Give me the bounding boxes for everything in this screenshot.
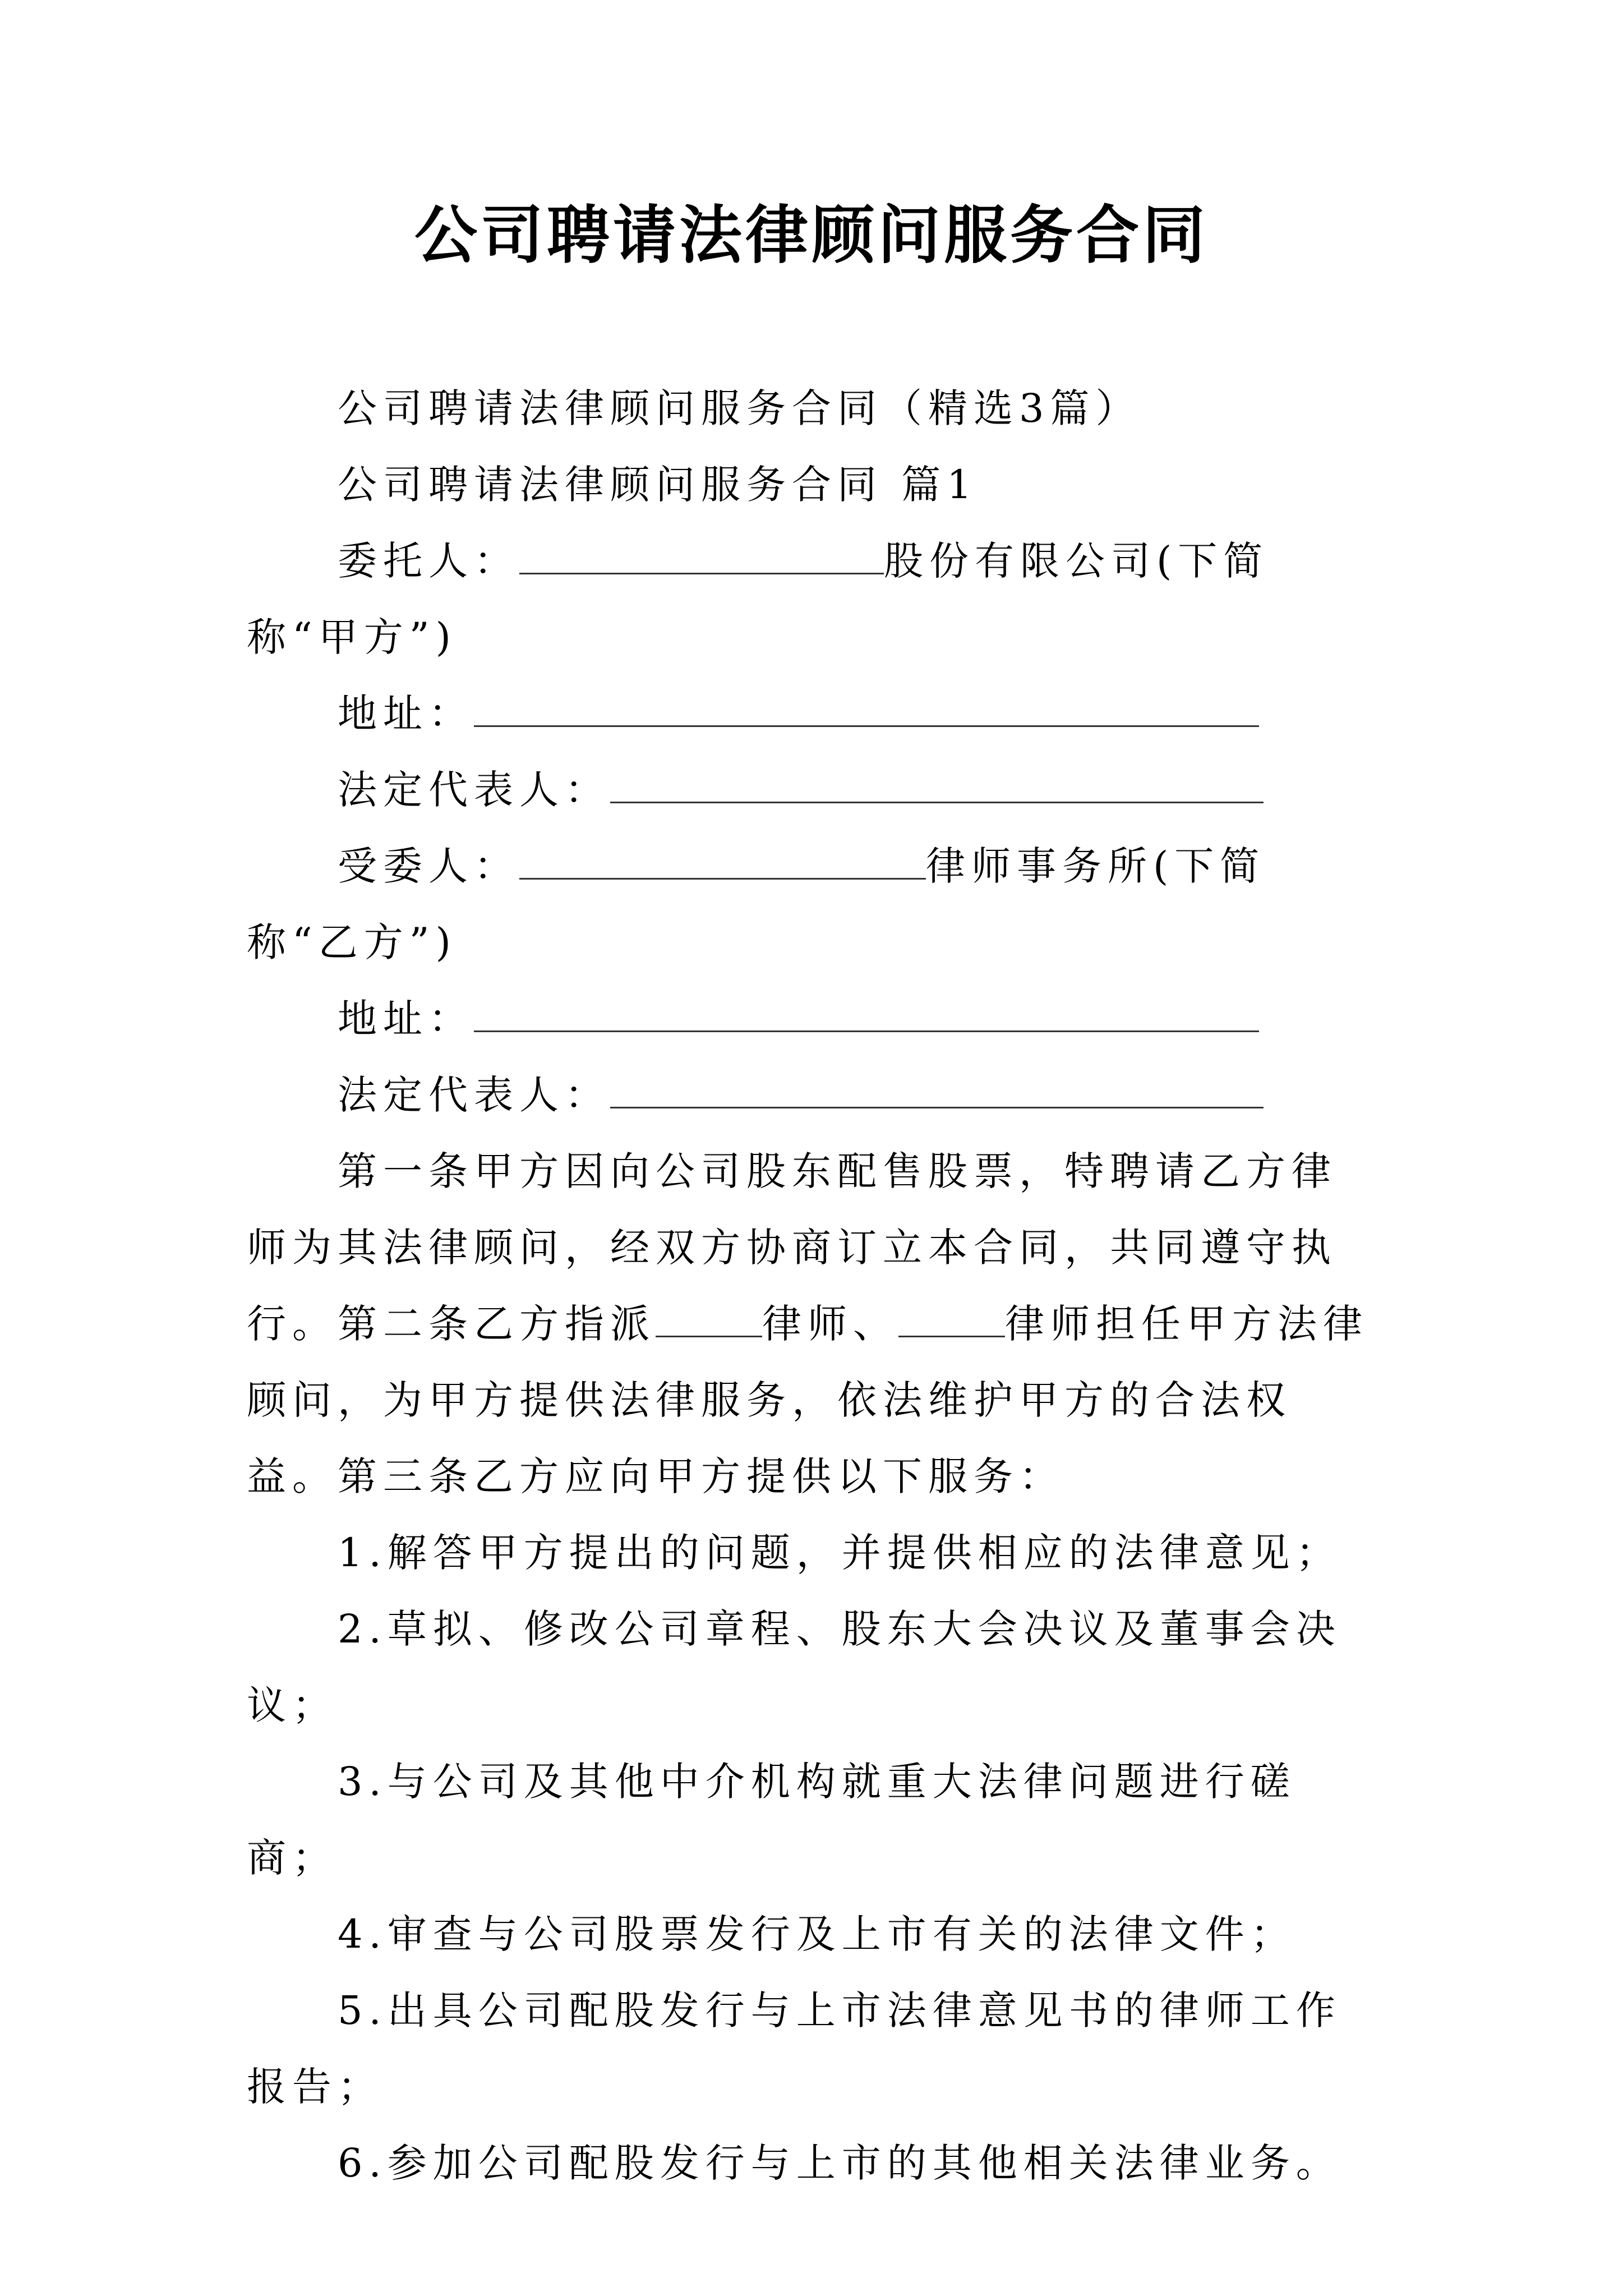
document-body	[247, 370, 1380, 2201]
articles-text-2: 律师、	[762, 1301, 898, 1347]
agent-rep-line	[247, 1057, 1380, 1133]
client-line	[247, 523, 1380, 675]
service-item-4: 4.审查与公司股票发行及上市有关的法律文件；	[338, 1911, 1296, 1957]
articles-paragraph	[247, 1133, 1380, 1515]
service-item-2: 2.草拟、修改公司章程、股东大会决议及董事会决议；	[247, 1606, 1341, 1728]
agent-address-blank	[474, 988, 1259, 1032]
agent-rep-blank	[610, 1064, 1264, 1108]
agent-label: 受委人：	[338, 843, 519, 889]
section-heading: 公司聘请法律顾问服务合同 篇1	[338, 462, 978, 508]
client-address-line	[247, 675, 1380, 752]
client-rep-blank	[610, 759, 1264, 803]
client-address-label: 地址：	[338, 691, 474, 737]
subtitle: 公司聘请法律顾问服务合同（精选3篇）	[338, 385, 1141, 431]
client-name-blank	[519, 530, 884, 574]
articles-text-1: 第一条甲方因向公司股东配售股票，特聘请乙方律师为其法律顾问，经双方协商订立本合同，共同遵守执行。第二条乙方指派	[247, 1148, 1337, 1347]
client-rep-label: 法定代表人：	[338, 767, 610, 813]
agent-address-line	[247, 981, 1380, 1057]
client-label: 委托人：	[338, 538, 519, 584]
articles-text-3: 律师担任甲方法律顾问，为甲方提供法律服务，依法维护甲方的合法权益。第三条乙方应向甲方提供以下服务：	[247, 1301, 1368, 1499]
client-suffix: 股份有限公司(下简称“甲方”)	[247, 538, 1269, 660]
agent-address-label: 地址：	[338, 996, 474, 1042]
agent-rep-label: 法定代表人：	[338, 1072, 610, 1118]
agent-firm-blank	[519, 835, 926, 880]
client-rep-line	[247, 752, 1380, 828]
service-item-1: 1.解答甲方提出的问题，并提供相应的法律意见；	[338, 1530, 1341, 1576]
client-address-blank	[474, 683, 1259, 727]
service-item-6: 6.参加公司配股发行与上市的其他相关法律业务。	[338, 2140, 1341, 2186]
lawyer-1-blank	[656, 1293, 762, 1337]
service-item-3: 3.与公司及其他中介机构就重大法律问题进行磋商；	[247, 1759, 1296, 1881]
service-item-5: 5.出具公司配股发行与上市法律意见书的律师工作报告；	[247, 1987, 1341, 2110]
lawyer-2-blank	[898, 1293, 1005, 1337]
document-title: 公司聘请法律顾问服务合同	[414, 199, 1209, 272]
agent-line	[247, 828, 1380, 981]
agent-suffix: 律师事务所(下简称“乙方”)	[247, 843, 1266, 965]
